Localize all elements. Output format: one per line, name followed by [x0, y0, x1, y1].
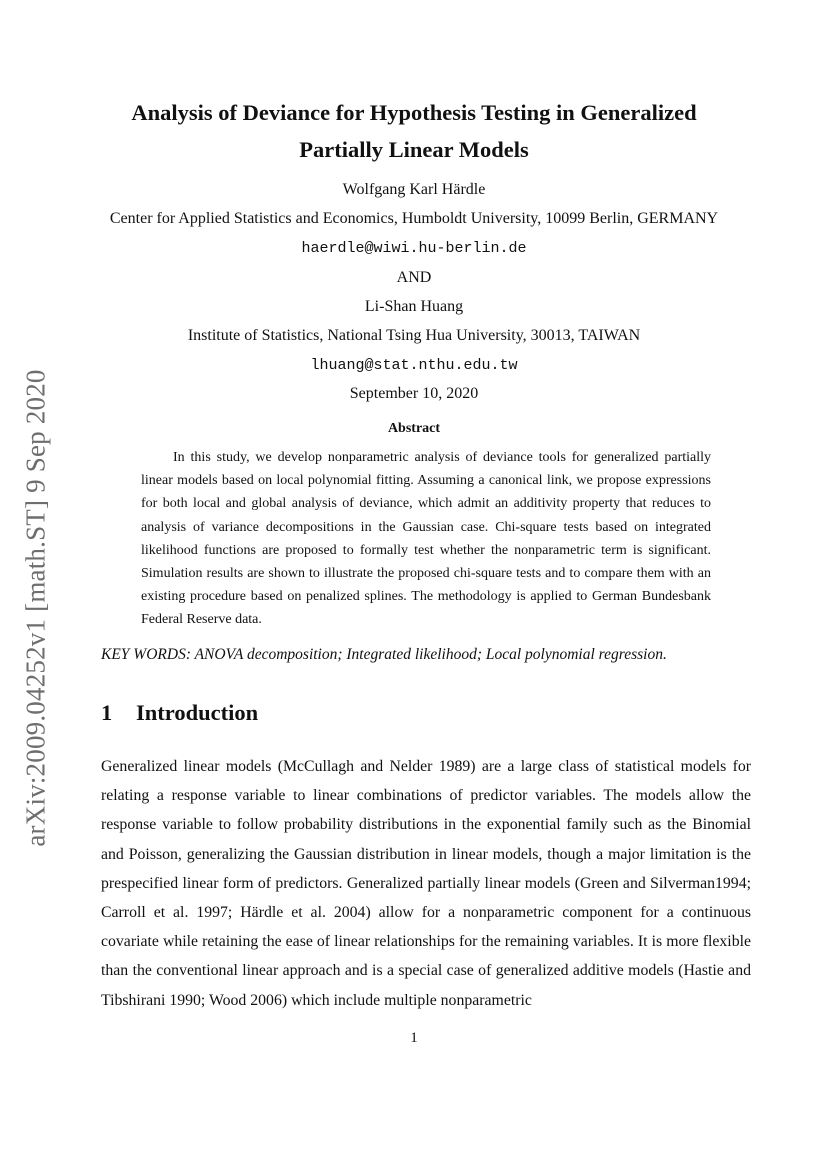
section-heading	[101, 700, 258, 726]
author-1-affiliation: Center for Applied Statistics and Economics, Humboldt University, 10099 Berlin, GERMANY	[109, 210, 719, 227]
author-1-name: Wolfgang Karl Härdle	[342, 181, 486, 198]
section-number: 1	[101, 700, 113, 725]
intro-paragraph: Generalized linear models (McCullagh and Nelder 1989) are a large class of statistical models for relating a response variable to linear combinations of predictor variables. The models allow the response variable to follow probability distributions in the exponential family such as the Binomial and Poisson, generalizing the Gaussian distribution in linear models, though a major limitation is the prespecified linear form of predictors. Generalized partially linear models (Green and Silverman1994; Carroll et al. 1997; Härdle et al. 2004) allow for a nonparametric component for a continuous covariate while retaining the ease of linear relationships for the remaining variables. It is more flexible than the conventional linear approach and is a special case of generalized additive models (Hastie and Tibshirani 1990; Wood 2006) which include multiple nonparametric	[101, 758, 751, 1009]
and-separator: AND	[396, 269, 432, 286]
abstract-heading: Abstract	[387, 421, 441, 436]
paper-title	[0, 94, 828, 168]
section-title: Introduction	[136, 700, 259, 725]
title-line-1: Analysis of Deviance for Hypothesis Testing in Generalized	[131, 100, 697, 125]
author-2-name: Li-Shan Huang	[364, 298, 464, 315]
title-line-2: Partially Linear Models	[299, 137, 529, 162]
page-number: 1	[410, 1030, 418, 1046]
author-1-email: haerdle@wiwi.hu-berlin.de	[301, 240, 527, 257]
author-2-affiliation: Institute of Statistics, National Tsing Hua University, 30013, TAIWAN	[187, 327, 641, 344]
keywords: KEY WORDS: ANOVA decomposition; Integrated likelihood; Local polynomial regression.	[101, 646, 667, 663]
abstract-text: In this study, we develop nonparametric analysis of deviance tools for generalized partially linear models based on local polynomial fitting. Assuming a canonical link, we propose expressions for both local and global analysis of deviance, which admit an additivity property that reduces to analysis of variance decompositions in the Gaussian case. Chi-square tests based on integrated likelihood functions are proposed to formally test whether the nonparametric term is significant. Simulation results are shown to illustrate the proposed chi-square tests and to compare them with an existing procedure based on penalized splines. The methodology is applied to German Bundesbank Federal Reserve data.	[141, 450, 711, 628]
paper-date: September 10, 2020	[349, 385, 479, 402]
author-2-email: lhuang@stat.nthu.edu.tw	[310, 357, 518, 374]
arxiv-stamp-text: arXiv:2009.04252v1 [math.ST] 9 Sep 2020	[20, 369, 51, 847]
